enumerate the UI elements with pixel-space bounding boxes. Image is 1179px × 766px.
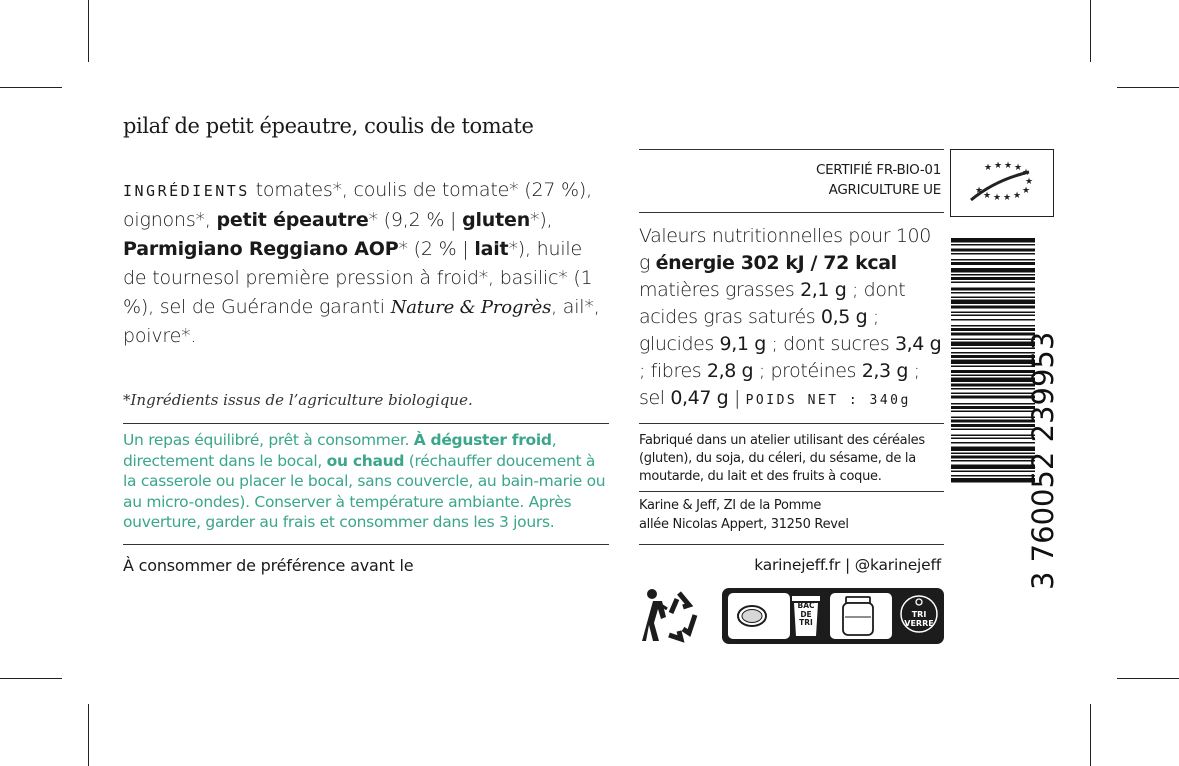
barcode-bar	[951, 417, 1035, 419]
barcode-bar	[951, 375, 1035, 377]
ingredients-text: , ail*, poivre*.	[123, 296, 600, 347]
svg-text:★: ★	[1013, 191, 1022, 201]
triman-icon	[639, 585, 701, 645]
barcode-bar	[951, 288, 1035, 291]
barcode-bar	[951, 249, 1035, 252]
nutrition-facts	[639, 223, 944, 414]
serving-text: Un repas équilibré, prêt à consommer.	[123, 431, 414, 449]
serving-highlight: ou chaud	[326, 451, 405, 470]
verre-label: TRI	[911, 610, 927, 619]
svg-text:★: ★	[975, 186, 984, 196]
nutrition-label: ; fibres	[639, 360, 707, 382]
barcode-bar	[951, 406, 1035, 409]
barcode-bar	[951, 453, 1035, 455]
glass-jar-icon	[830, 593, 892, 639]
barcode-bar	[951, 370, 1035, 373]
barcode-bar	[951, 420, 1035, 423]
crop-mark	[0, 87, 62, 88]
certification-line: CERTIFIÉ FR-BIO-01	[815, 162, 941, 178]
barcode-bar	[951, 300, 1035, 305]
barcode-bar	[951, 366, 1035, 368]
serving-instructions	[123, 430, 609, 533]
barcode-bar	[951, 244, 1035, 246]
divider	[123, 544, 609, 545]
barcode-bar	[951, 475, 1035, 477]
barcode-bar	[951, 403, 1035, 405]
divider	[639, 149, 944, 150]
lid-icon	[728, 593, 790, 639]
barcode-bar	[951, 238, 1035, 243]
barcode-bar	[951, 292, 1035, 294]
nutrition-value: 3,4 g	[894, 333, 942, 355]
barcode-bar	[951, 306, 1035, 309]
barcode-bar	[951, 312, 1035, 314]
barcode-bar	[951, 442, 1035, 444]
barcode	[945, 234, 1059, 594]
serving-text: (réchauffer doucement à la casserole ou placer le bocal, sans couvercle, au bain-marie ou au micro-ondes). Conserver à température ambiante. Après ouverture, garder au frais et consommer dans les 3 jours.	[123, 451, 606, 531]
allergen-notice: Fabriqué dans un atelier utilisant des céréales (gluten), du soja, du céleri, du sésame, de la moutarde, du lait et des fruits à coque.	[639, 433, 925, 484]
separator: |	[728, 387, 746, 409]
nutrition-label: ; glucides	[639, 306, 879, 355]
eu-organic-leaf-icon	[950, 149, 1054, 217]
barcode-bar	[951, 438, 1035, 440]
crop-mark	[1117, 678, 1179, 679]
bac-label: BAC	[797, 601, 815, 610]
barcode-bar	[951, 429, 1035, 431]
manufacturer-address	[639, 496, 944, 534]
net-weight: POIDS NET : 340g	[745, 393, 911, 408]
barcode-bar	[951, 393, 1035, 395]
best-before-label: À consommer de préférence avant le	[123, 556, 414, 575]
nutrition-label: ; protéines	[753, 360, 862, 382]
barcode-bar	[951, 342, 1035, 347]
crop-mark	[88, 704, 89, 766]
barcode-bar	[951, 348, 1035, 350]
nutrition-label: ; dont sucres	[765, 333, 895, 355]
certification-line: AGRICULTURE UE	[828, 182, 941, 198]
organic-footnote: *Ingrédients issus de l’agriculture biologique.	[123, 391, 473, 409]
crop-mark	[0, 678, 62, 679]
allergen-milk: lait	[474, 238, 509, 260]
barcode-bar	[951, 465, 1035, 470]
barcode-bar	[951, 384, 1035, 387]
barcode-bar	[951, 456, 1035, 459]
nutrition-label: ; sel	[639, 360, 920, 409]
nutrition-energy: énergie 302 kJ / 72 kcal	[655, 252, 897, 274]
divider	[639, 491, 944, 492]
glass-sorting-icon	[898, 594, 940, 638]
divider	[639, 423, 944, 424]
tri-verre-label	[898, 610, 940, 628]
divider	[123, 423, 609, 424]
barcode-bar	[951, 297, 1035, 299]
ingredients-text: tomates*, coulis de tomate* (27 %), oignons*,	[123, 179, 592, 231]
barcode-bar	[951, 268, 1035, 273]
barcode-bar	[951, 435, 1035, 437]
barcode-bar	[951, 411, 1035, 413]
ingredient-highlight: Parmigiano Reggiano AOP	[123, 238, 399, 260]
barcode-bar	[951, 355, 1035, 358]
nutrition-intro: Valeurs nutritionnelles pour 100 g	[639, 225, 931, 274]
barcode-bar	[951, 388, 1035, 390]
barcode-bar	[951, 319, 1035, 321]
nutrition-value: 2,3 g	[861, 360, 909, 382]
svg-text:★: ★	[1025, 177, 1034, 187]
nutrition-label: matières grasses	[639, 279, 801, 301]
svg-text:★: ★	[1014, 163, 1023, 173]
barcode-bar	[951, 424, 1035, 427]
ingredients-text: * (9,2 % |	[368, 209, 463, 231]
barcode-number: 3 760052 239953	[1026, 331, 1059, 590]
svg-text:★: ★	[1022, 168, 1031, 178]
barcode-bar	[951, 274, 1035, 276]
svg-text:★: ★	[1004, 161, 1013, 171]
barcode-bar	[951, 328, 1035, 331]
crop-mark	[1090, 0, 1091, 62]
crop-mark	[1117, 87, 1179, 88]
ingredients-label: INGRÉDIENTS	[123, 182, 250, 200]
address-line: allée Nicolas Appert, 31250 Revel	[639, 517, 849, 532]
ingredients-text: *),	[530, 209, 553, 231]
nutrition-value: 0,5 g	[820, 306, 868, 328]
nutrition-value: 9,1 g	[719, 333, 766, 355]
bac-de-tri-label	[792, 602, 820, 628]
svg-text:★: ★	[994, 161, 1003, 171]
allergen-gluten: gluten	[462, 209, 531, 231]
product-title: pilaf de petit épeautre, coulis de tomate	[123, 114, 534, 138]
barcode-bar	[951, 471, 1035, 473]
address-line: Karine & Jeff, ZI de la Pomme	[639, 498, 822, 513]
barcode-bar	[951, 259, 1035, 261]
barcode-bar	[951, 282, 1035, 284]
barcode-bar	[951, 339, 1035, 341]
barcode-bar	[951, 253, 1035, 255]
barcode-bar	[951, 478, 1035, 483]
barcode-bar	[951, 447, 1035, 452]
divider	[639, 212, 944, 213]
barcode-bar	[951, 262, 1035, 265]
website-social: karinejeff.fr | @karinejeff	[754, 556, 941, 574]
recycling-bin-icon	[790, 592, 822, 640]
ingredients-text: *), huile de tournesol première pression à froid*, basilic* (1 %), sel de Guérande garanti	[123, 238, 593, 318]
crop-mark	[1090, 704, 1091, 766]
barcode-bar	[951, 325, 1035, 327]
svg-text:★: ★	[1003, 193, 1012, 203]
barcode-bar	[951, 378, 1035, 383]
barcode-bar	[951, 352, 1035, 354]
barcode-bar	[951, 360, 1035, 365]
svg-text:★: ★	[984, 163, 993, 173]
svg-text:★: ★	[1022, 186, 1031, 196]
nutrition-value: 0,47 g	[670, 387, 729, 409]
serving-highlight: À déguster froid	[413, 431, 552, 449]
bac-label: TRI	[799, 618, 813, 627]
ingredient-highlight: petit épeautre	[216, 209, 369, 231]
barcode-bar	[951, 460, 1035, 462]
crop-mark	[88, 0, 89, 62]
nutrition-label: ; dont acides gras saturés	[639, 279, 906, 328]
svg-text:★: ★	[993, 193, 1002, 203]
label-name: Nature & Progrès	[390, 297, 552, 318]
barcode-bar	[951, 396, 1035, 399]
barcode-bar	[951, 277, 1035, 280]
svg-text:★: ★	[983, 191, 992, 201]
barcode-bar	[951, 333, 1035, 336]
nutrition-value: 2,1 g	[800, 279, 847, 301]
ingredients-block	[123, 176, 603, 351]
nutrition-value: 2,8 g	[706, 360, 754, 382]
barcode-bar	[951, 315, 1035, 317]
ingredients-text: * (2 % |	[398, 238, 475, 260]
organic-certification	[795, 160, 941, 200]
bac-label: DE	[800, 609, 812, 619]
divider	[639, 544, 944, 545]
verre-label: VERRE	[904, 619, 934, 628]
recycling-info	[722, 588, 944, 644]
serving-text: , directement dans le bocal,	[123, 431, 557, 470]
